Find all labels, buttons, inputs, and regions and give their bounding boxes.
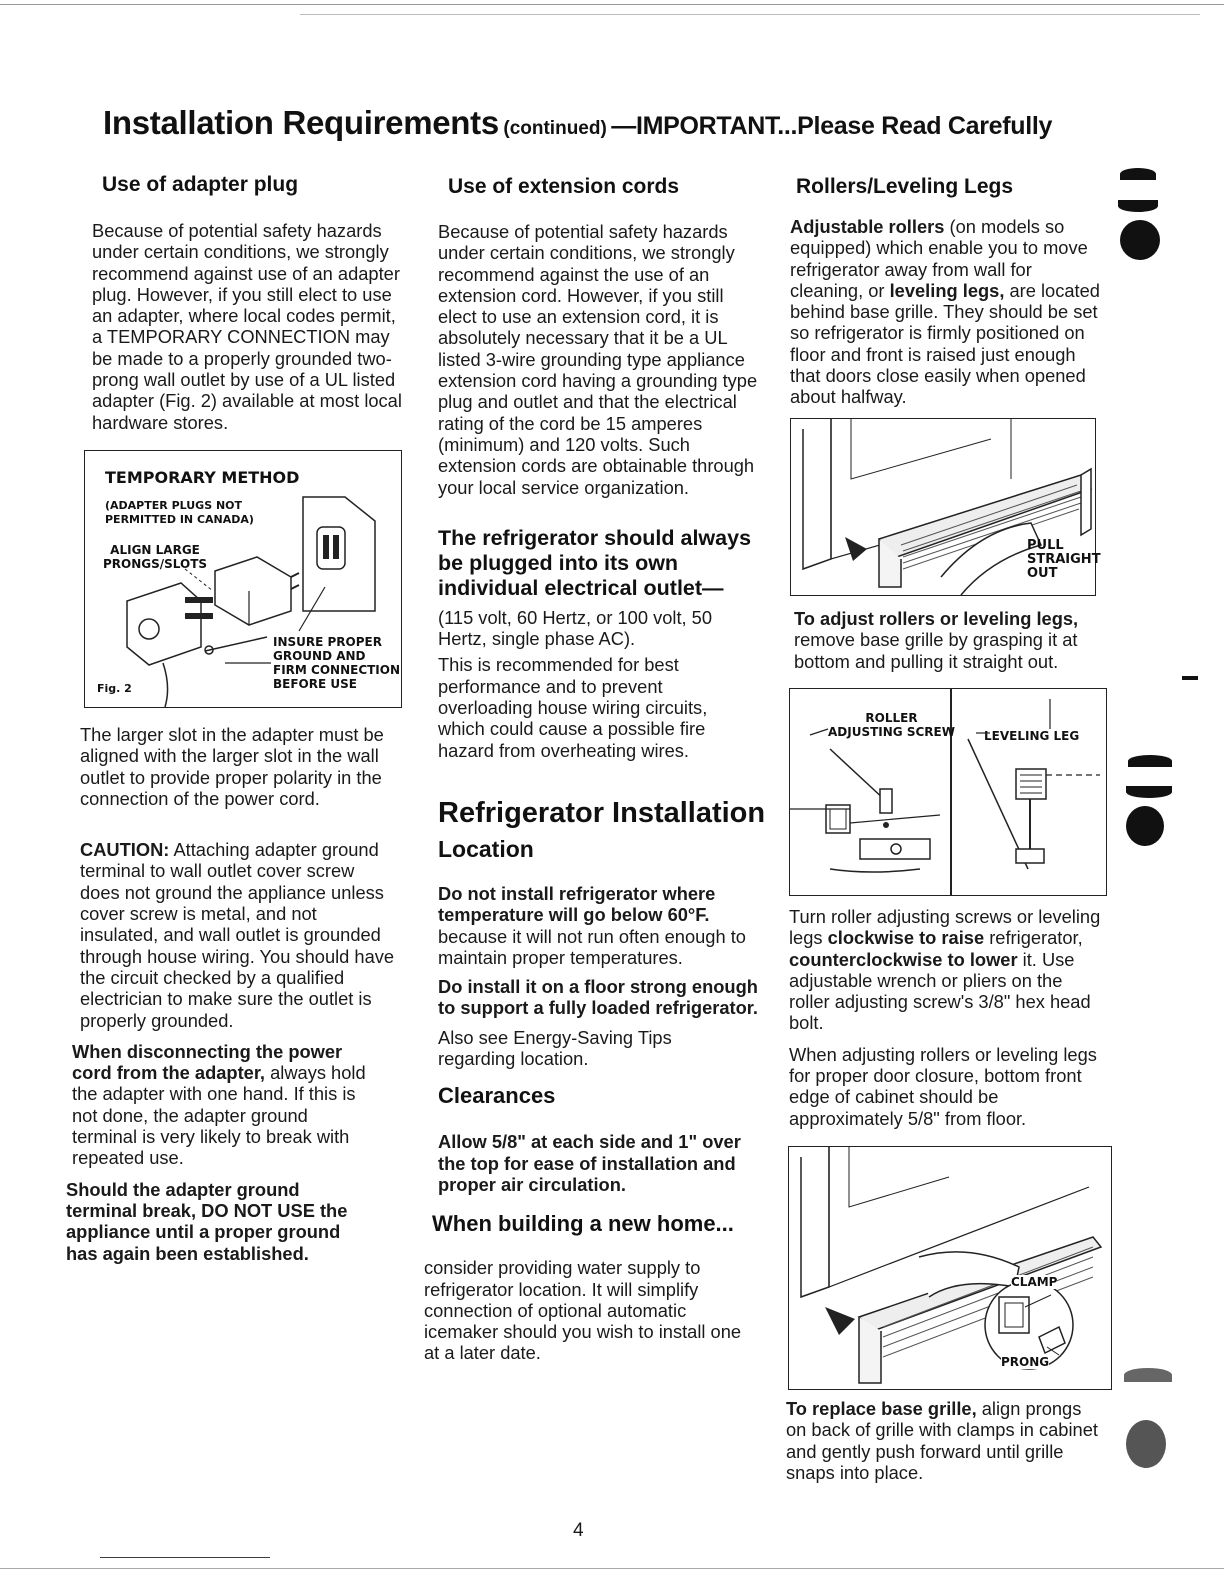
roller-adjusting-screw-label: ROLLER ADJUSTING SCREW (828, 711, 955, 739)
fig2-note: (ADAPTER PLUGS NOT PERMITTED IN CANADA) (105, 499, 254, 526)
prong-label: PRONG (1001, 1355, 1050, 1369)
rollers-heading: Rollers/Leveling Legs (796, 175, 1014, 198)
adapter-plug-illustration (85, 451, 401, 707)
page-number: 4 (573, 1520, 584, 1541)
electrical-specs: (115 volt, 60 Hertz, or 100 volt, 50 Hertz, single phase AC). (438, 606, 713, 650)
adjustable-rollers-bold: Adjustable rollers (790, 216, 945, 237)
roller-leveling-illustration (790, 689, 1106, 895)
new-home-heading: When building a new home... (432, 1211, 734, 1237)
column-adapter-lower (66, 724, 410, 1264)
margin-mark-5 (1124, 1368, 1172, 1382)
rollers-text-1: (on models so equipped) which enable you to move refrigerator away from wall for cleaning, or (790, 216, 1088, 301)
replace-paragraph (786, 1398, 1098, 1483)
caution-label: CAUTION: (80, 839, 170, 861)
turn-bold-1: clockwise to raise (827, 927, 985, 949)
clamp-label: CLAMP (1011, 1275, 1058, 1289)
adjust-rest: remove base grille by grasping it at bottom and pulling it straight out. (794, 629, 1078, 672)
temperature-paragraph (438, 883, 758, 968)
figure-replace-grille (788, 1146, 1112, 1390)
margin-dot-3 (1126, 1420, 1166, 1468)
title-main: Installation Requirements (103, 104, 499, 141)
disconnect-text: always hold the adapter with one hand. If this is not done, the adapter ground terminal is very likely to break with repeated use. (72, 1062, 366, 1169)
floor-paragraph: Do install it on a floor strong enough to support a fully loaded refrigerator. (438, 976, 758, 1019)
caution-paragraph (80, 839, 398, 1031)
column-rollers-mid (789, 906, 1119, 1129)
adjust-paragraph (794, 608, 1114, 672)
figure-temporary-method (84, 450, 402, 708)
clearances-text: Allow 5/8" at each side and 1" over the top for ease of installation and proper air circulation. (438, 1131, 741, 1195)
when-adjust-paragraph: When adjusting rollers or leveling legs for proper door closure, bottom front edge of cabinet should be approximately 5/8" from floor. (789, 1043, 1097, 1129)
replace-text: align prongs on back of grille with clamps in cabinet and gently push forward until grille snaps into place. (786, 1398, 1098, 1483)
slot-text: The larger slot in the adapter must be aligned with the larger slot in the wall outlet to provide proper polarity in the connection of the power cord. (80, 724, 384, 809)
location-heading: Location (438, 835, 534, 862)
rollers-text-2: are located behind base grille. They should be set so refrigerator is firmly positioned on floor and front is raised just enough that doors close easily when opened about halfway. (790, 279, 1100, 408)
clearances-heading: Clearances (438, 1083, 556, 1109)
disconnect-bold: When disconnecting the power cord from the adapter, (72, 1040, 343, 1084)
fig2-title: TEMPORARY METHOD (105, 468, 300, 487)
disconnect-paragraph (72, 1041, 377, 1169)
adapter-heading: Use of adapter plug (102, 173, 299, 196)
temperature-text: because it will not run often enough to maintain proper temperatures. (438, 925, 746, 968)
fig2-align: ALIGN LARGE PRONGS/SLOTS (103, 543, 208, 571)
replace-paragraph-wrap (786, 1398, 1106, 1483)
margin-mark-1 (1120, 168, 1156, 180)
adjust-text (794, 608, 1112, 672)
margin-mark-3 (1128, 755, 1172, 767)
adjust-bold: To adjust rollers or leveling legs, (794, 608, 1079, 629)
adapter-body: Because of potential safety hazards under certain conditions, we strongly recommend against use of an adapter plug. However, if you still elect to use an adapter, where local codes permit, a TEMPORARY CONNECTION may be made to a properly grounded two-prong wall outlet by use of a UL listed adapter (Fig. 2) available at most local hardware stores. (92, 220, 402, 433)
margin-mark-2 (1118, 200, 1158, 212)
bottom-edge-rule-2 (0, 1568, 1224, 1569)
fig2-number: Fig. 2 (97, 682, 132, 695)
margin-mark-4 (1126, 786, 1172, 798)
column-extension (424, 175, 768, 1364)
installation-heading: Refrigerator Installation (438, 796, 766, 829)
turn-text-1: Turn roller adjusting screws or leveling legs (789, 906, 1101, 949)
energy-paragraph: Also see Energy-Saving Tips regarding location. (438, 1026, 672, 1070)
replace-bold: To replace base grille, (786, 1398, 977, 1419)
page-title (103, 104, 1113, 142)
temperature-bold: Do not install refrigerator where temperature will go below 60°F. (438, 882, 716, 926)
margin-dash (1182, 676, 1198, 680)
fig2-insure: INSURE PROPER GROUND AND FIRM CONNECTION BEFORE USE (273, 635, 401, 691)
figure-pull-grille (790, 418, 1101, 596)
margin-dot-1 (1120, 220, 1160, 260)
own-outlet-heading: The refrigerator should always be plugged into its own individual electrical outlet— (438, 525, 752, 600)
margin-dot-2 (1126, 806, 1164, 846)
column-rollers (790, 175, 1120, 408)
replace-grille-illustration (789, 1147, 1111, 1389)
figure-roller-leveling (789, 688, 1107, 896)
caution-text: Attaching adapter ground terminal to wall outlet cover screw does not ground the appliance unless cover screw is metal, and not insulated, and wall outlet is grounded through house wiring. You should have the circuit checked by a qualified electrician to make sure the outlet is properly grounded. (80, 839, 395, 1031)
pull-straight-out-label: PULL STRAIGHT OUT (1027, 538, 1101, 581)
rollers-body (790, 216, 1110, 408)
top-edge-rule-2 (300, 14, 1200, 15)
title-continued: (continued) (503, 118, 607, 139)
new-home-text: consider providing water supply to refrigerator location. It will simplify connection of optional automatic icemaker should you wish to install one at a later date. (424, 1257, 742, 1364)
turn-paragraph (789, 906, 1104, 1034)
leveling-legs-bold: leveling legs, (889, 279, 1005, 301)
bottom-edge-rule (100, 1557, 270, 1558)
title-tail: —IMPORTANT...Please Read Carefully (611, 112, 1053, 140)
turn-bold-2: counterclockwise to lower (789, 948, 1018, 970)
column-adapter (92, 173, 412, 433)
should-paragraph: Should the adapter ground terminal break, DO NOT USE the appliance until a proper ground has again been established. (66, 1178, 348, 1264)
recommend-text: This is recommended for best performance and to prevent overloading house wiring circuits, which could cause a possible fire hazard from overheating wires. (438, 654, 708, 761)
turn-text-3: it. Use adjustable wrench or pliers on the roller adjusting screw's 3/8" hex head bolt. (789, 948, 1091, 1034)
leveling-leg-label: LEVELING LEG (984, 729, 1080, 743)
top-edge-rule (0, 4, 1224, 5)
extension-body: Because of potential safety hazards under certain conditions, we strongly recommend against the use of an extension cord. However, if you still elect to use an extension cord, it is absolutely necessary that it be a UL listed 3-wire grounding type appliance extension cord having a grounding type plug and outlet and that the electrical rating of the cord be 15 amperes (minimum) and 120 volts. Such extension cords are obtainable through your local service organization. (438, 221, 758, 498)
extension-heading: Use of extension cords (448, 175, 680, 198)
turn-text-2: refrigerator, (984, 927, 1083, 949)
